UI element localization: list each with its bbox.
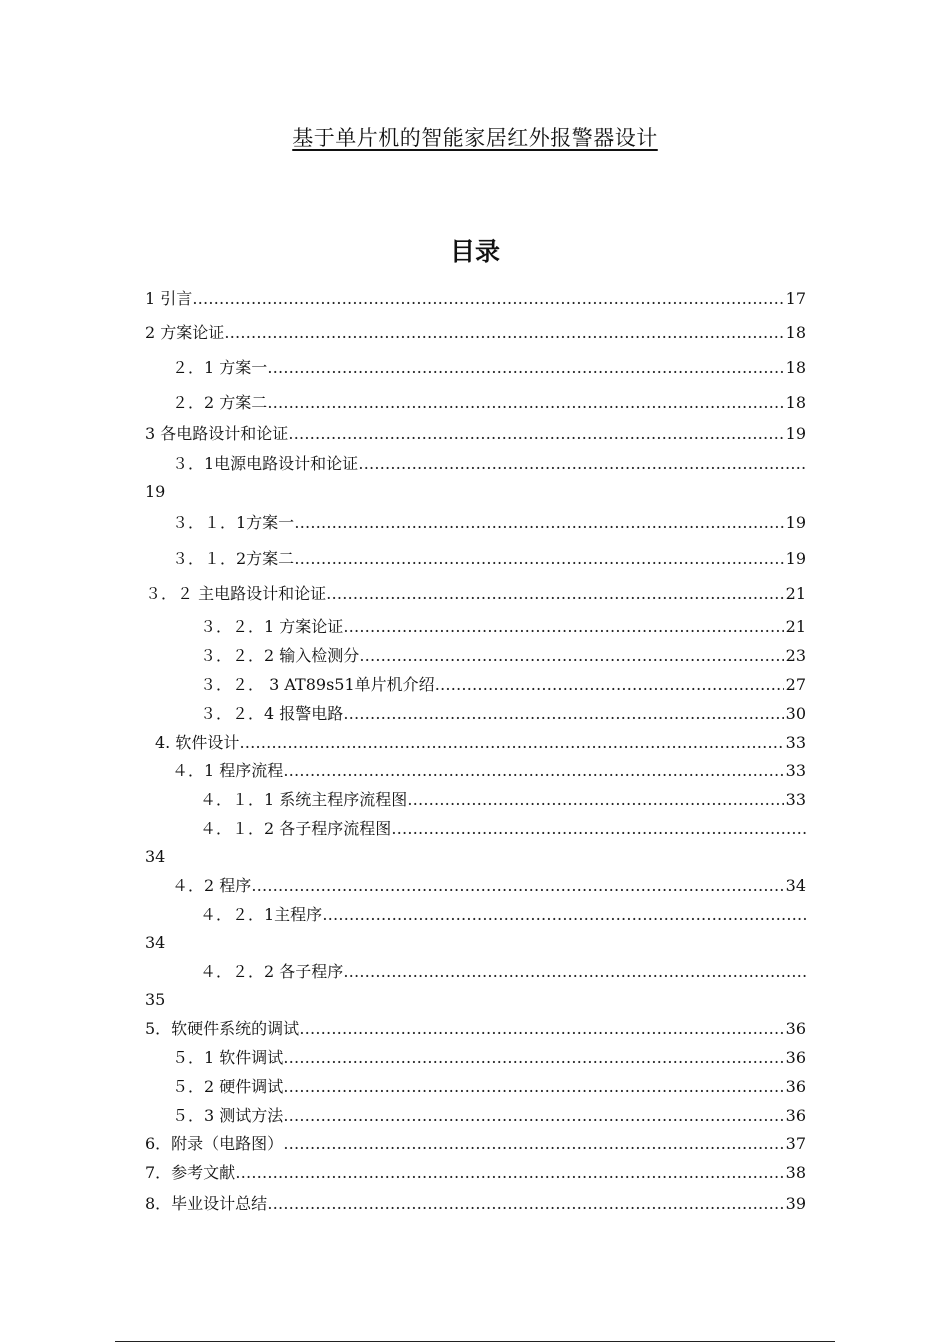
toc-dot-leader [288,422,783,446]
toc-entry-page: 19 [145,482,166,501]
toc-entry-page: 36 [785,1019,806,1038]
toc-dot-leader [343,615,783,639]
toc-entry-page: 17 [785,289,806,308]
toc-entry[interactable] [145,422,806,446]
toc-entry-page: 34 [145,933,166,952]
toc-entry[interactable] [172,391,806,415]
toc-entry-page: 18 [785,323,806,342]
toc-entry-label: 1 引言 [145,289,193,308]
toc-entry[interactable] [200,788,806,812]
toc-entry-label: ３．１．1方案一 [172,513,295,532]
toc-entry-page: 36 [785,1106,806,1125]
toc-entry-label: ２．2 方案二 [172,393,268,412]
toc-dot-leader [326,582,784,606]
toc-entry-label: ３．２．1 方案论证 [200,617,344,636]
toc-dot-leader [283,1104,783,1128]
toc-entry[interactable] [200,644,806,668]
footer-rule [115,1341,835,1342]
toc-entry[interactable] [145,1161,806,1185]
toc-entry-label: ４．２．2 各子程序 [200,962,344,981]
toc-dot-leader [358,452,806,476]
toc-entry[interactable] [172,356,806,380]
toc-dot-leader [267,1192,783,1216]
toc-dot-leader [322,903,806,927]
toc-dot-leader [435,673,784,697]
toc-entry-label: ５．1 软件调试 [172,1048,284,1067]
toc-entry-label: ３．２． 3 AT89s51单片机介绍 [200,675,435,694]
toc-entry[interactable] [200,702,806,726]
document-title: 基于单片机的智能家居红外报警器设计 [292,126,658,150]
toc-entry-label: 3 各电路设计和论证 [145,424,289,443]
toc-entry[interactable] [200,903,806,927]
toc-entry-page: 33 [785,790,806,809]
toc-entry-page: 21 [785,584,806,603]
toc-entry[interactable] [145,1132,806,1156]
toc-entry-page: 23 [785,646,806,665]
toc-entry-page: 27 [785,675,806,694]
toc-entry-page: 36 [785,1048,806,1067]
toc-entry[interactable] [145,1017,806,1041]
toc-entry-label: ４．2 程序 [172,876,252,895]
toc-entry-page: 30 [785,704,806,723]
toc-entry-page: 33 [785,733,806,752]
toc-entry-page: 19 [785,549,806,568]
toc-dot-leader [283,759,783,783]
toc-entry-label: 6．附录（电路图） [145,1134,284,1153]
toc-entry-page: 34 [145,847,166,866]
toc-entry-label: ３．２．4 报警电路 [200,704,344,723]
toc-entry[interactable] [145,1192,806,1216]
toc-dot-leader [251,874,783,898]
toc-entry-page: 18 [785,358,806,377]
toc-entry-label: ４．１．1 系统主程序流程图 [200,790,408,809]
toc-entry-page: 21 [785,617,806,636]
toc-entry[interactable] [172,511,806,535]
toc-dot-leader [407,788,783,812]
toc-dot-leader [192,287,783,311]
toc-entry-label: 5．软硬件系统的调试 [145,1019,300,1038]
toc-entry[interactable] [145,321,806,345]
toc-entry[interactable] [155,731,806,755]
toc-entry-label: ３．1电源电路设计和论证 [172,454,359,473]
toc-entry[interactable] [145,287,806,311]
toc-entry[interactable] [145,582,806,606]
toc-dot-leader [239,731,783,755]
toc-entry[interactable] [200,960,806,984]
toc-dot-leader [391,817,806,841]
toc-entry-page: 36 [785,1077,806,1096]
toc-entry-page: 19 [785,513,806,532]
toc-entry-label: 7．参考文献 [145,1163,236,1182]
toc-entry[interactable] [172,1075,806,1099]
toc-entry-label: ２．1 方案一 [172,358,268,377]
toc-entry-page: 18 [785,393,806,412]
toc-entry[interactable] [172,452,806,476]
toc-entry[interactable] [172,547,806,571]
toc-entry-label: 4. 软件设计 [155,733,240,752]
toc-entry-page: 35 [145,990,166,1009]
toc-dot-leader [235,1161,783,1185]
toc-entry-label: ５．3 测试方法 [172,1106,284,1125]
toc-entry-label: ３．２ 主电路设计和论证 [145,584,327,603]
toc-entry-label: ４．２．1主程序 [200,905,323,924]
toc-entry-label: ３．１．2方案二 [172,549,295,568]
toc-dot-leader [299,1017,783,1041]
toc-entry[interactable] [172,1046,806,1070]
toc-heading: 目录 [449,237,500,266]
toc-entry-label: ５．2 硬件调试 [172,1077,284,1096]
toc-entry[interactable] [172,874,806,898]
toc-dot-leader [267,356,783,380]
toc-entry[interactable] [200,673,806,697]
toc-entry-label: ４．１．2 各子程序流程图 [200,819,392,838]
toc-entry-label: ３．２．2 输入检测分 [200,646,360,665]
toc-entry-page: 19 [785,424,806,443]
toc-entry-page: 39 [785,1194,806,1213]
toc-entry-label: 2 方案论证 [145,323,225,342]
toc-entry[interactable] [172,759,806,783]
toc-dot-leader [359,644,783,668]
toc-dot-leader [283,1075,783,1099]
toc-dot-leader [283,1046,783,1070]
toc-dot-leader [343,702,783,726]
toc-entry[interactable] [200,615,806,639]
toc-dot-leader [294,547,783,571]
toc-entry-page: 33 [785,761,806,780]
toc-entry-page: 38 [785,1163,806,1182]
toc-entry-page: 34 [785,876,806,895]
toc-entry[interactable] [200,817,806,841]
toc-entry[interactable] [172,1104,806,1128]
toc-dot-leader [224,321,783,345]
toc-dot-leader [343,960,806,984]
toc-dot-leader [283,1132,783,1156]
toc-entry-label: ４．1 程序流程 [172,761,284,780]
toc-dot-leader [294,511,783,535]
toc-entry-label: 8．毕业设计总结 [145,1194,268,1213]
toc-entry-page: 37 [785,1134,806,1153]
toc-dot-leader [267,391,783,415]
